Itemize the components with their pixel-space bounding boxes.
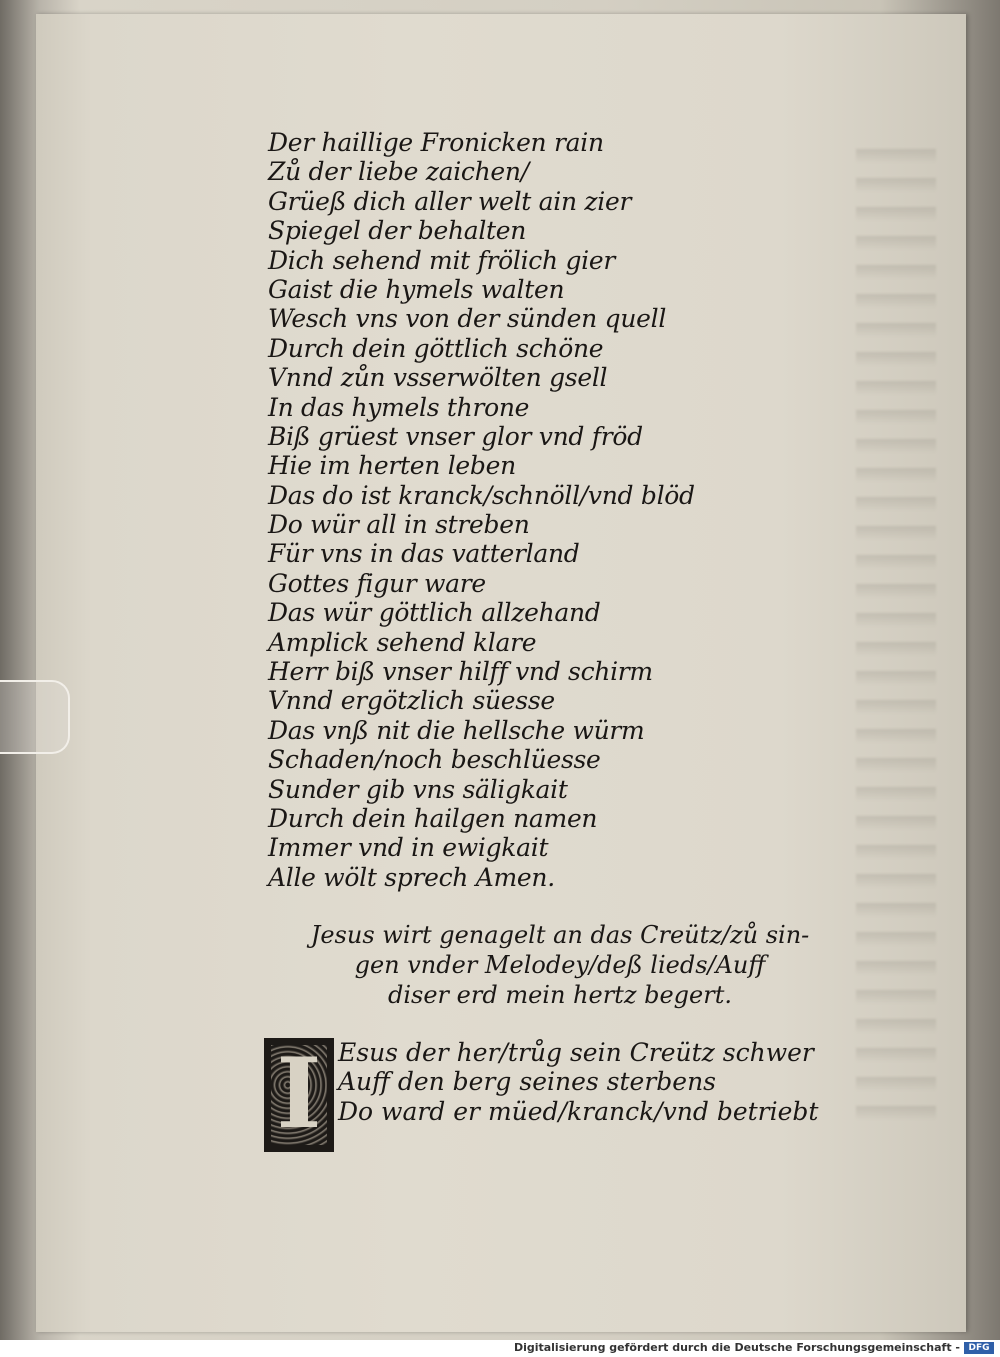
verse-line: Zů der liebe zaichen/ — [268, 157, 529, 187]
verse-line: Das vnß nit die hellsche würm — [268, 715, 645, 745]
dfg-logo: DFG — [964, 1342, 994, 1354]
show-through-text — [856, 134, 936, 1134]
verse-line: In das hymels throne — [268, 392, 530, 422]
initial-letter: I — [276, 1037, 322, 1150]
verse-line: Vnnd ergötzlich süesse — [268, 686, 555, 716]
verse-line: Gaist die hymels walten — [268, 274, 565, 304]
verse-line: Der haillige Fronicken rain — [268, 128, 604, 157]
heading-line: diser erd mein hertz begert. — [388, 981, 732, 1009]
verse-line: Hie im herten leben — [268, 451, 516, 481]
verse-line: Durch dein hailgen namen — [268, 803, 598, 833]
verse-line: Esus der her/trůg sein Creütz schwer — [338, 1038, 814, 1067]
verse-line: Alle wölt sprech Amen. — [268, 862, 555, 892]
verse-line: Das do ist kranck/schnöll/vnd blöd — [268, 480, 695, 510]
funding-notice: Digitalisierung gefördert durch die Deutsche Forschungsgemeinschaft - — [513, 1341, 960, 1354]
verse-line: Grüeß dich aller welt ain zier — [268, 186, 632, 216]
verse-line: Amplick sehend klare — [268, 627, 537, 657]
verse-line: Do ward er müed/kranck/vnd betriebt — [338, 1096, 819, 1126]
verse-line: Für vns in das vatterland — [268, 539, 580, 569]
verse-line: Immer vnd in ewigkait — [268, 833, 549, 863]
verse-line: Auff den berg seines sterbens — [338, 1067, 717, 1097]
verse-line: Herr biß vnser hilff vnd schirm — [268, 657, 653, 687]
verse-line: Gottes figur ware — [268, 568, 486, 598]
verse-block — [268, 128, 695, 892]
heading-line: gen vnder Melodey/deß lieds/Auff — [354, 951, 766, 979]
page-clip — [0, 680, 70, 754]
verse-line: Vnnd zůn vsserwölten gsell — [268, 363, 608, 393]
verse-line: Sunder gib vns säligkait — [268, 774, 568, 804]
verse-line: Biß grüest vnser glor vnd fröd — [268, 421, 643, 451]
verse-line: Das wür göttlich allzehand — [268, 598, 601, 628]
verse-line: Spiegel der behalten — [268, 216, 527, 246]
decorated-initial — [264, 1038, 334, 1152]
heading-line: Jesus wirt genagelt an das Creütz/zů sin- — [310, 921, 810, 949]
verse-line: Do wür all in streben — [268, 510, 530, 540]
section-heading — [300, 920, 820, 1010]
footer-bar — [0, 1340, 1000, 1357]
verse-line: Schaden/noch beschlüesse — [268, 745, 601, 775]
verse-line: Durch dein göttlich schöne — [268, 333, 604, 363]
verse-line: Wesch vns von der sünden quell — [268, 304, 667, 334]
final-verse-block — [338, 1038, 818, 1126]
verse-line: Dich sehend mit frölich gier — [268, 245, 615, 275]
